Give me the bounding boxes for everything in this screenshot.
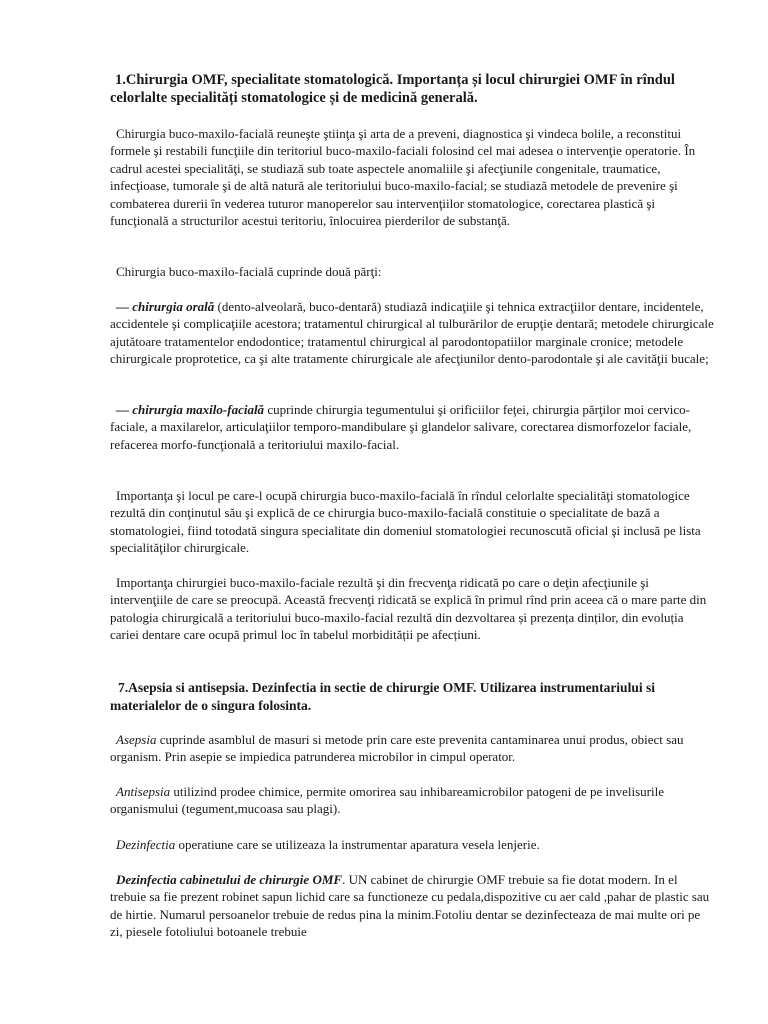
paragraph-antisepsia	[110, 783, 714, 818]
paragraph-dezinfectia	[110, 836, 540, 853]
paragraph-two-parts: Chirurgia buco-maxilo-facială cuprinde două părţi:	[116, 264, 382, 279]
paragraph-maxillofacial-surgery	[110, 401, 714, 453]
asepsia-text: cuprinde asamblul de masuri si metode prin care este prevenita cantaminarea unui produs, obiect sau organism. Prin asepie se impiedica patrunderea microbilor in cimpul operator.	[110, 732, 684, 765]
antisepsia-text: utilizind prodee chimice, permite omorirea sau inhibareamicrobilor patogeni de pe invelisurile organismului (tegument,mucoasa sau plagi).	[110, 784, 665, 817]
dash-marker: —	[116, 299, 129, 314]
oral-surgery-text: (dento-alveolară, buco-dentară) studiază indicaţiile şi tehnica extracţiilor dentare, incidentele, accidentele şi complicaţiile acestora; tratamentul chirurgical al tulburărilor de erupţie dentară; metodele chirurgicale ajutătoare tratamentelor endodontice; tratamentul chirurgical al parodontopatiilor marginale cronice; metodele chirurgicale proprotetice, ca şi alte tratamente chirurgicale ale afecţiunilor dento-parodontale şi ale cavităţii bucale;	[110, 299, 714, 367]
maxillofacial-surgery-text: cuprinde chirurgia tegumentului şi orificiilor feţei, chirurgia părţilor moi cervico-faciale, a maxilarelor, articulaţiilor temporo-mandibulare şi glandelor salivare, corectarea dismorfozelor faciale, refacerea morfo-funcţională a teritoriului maxilo-facial.	[110, 402, 692, 452]
dezinfectia-text: operatiune care se utilizeaza la instrumentar aparatura vesela lenjerie.	[178, 837, 540, 852]
term-antisepsia: Antisepsia	[116, 784, 171, 799]
paragraph-asepsia	[110, 731, 714, 766]
paragraph-importance: Importanţa şi locul pe care-l ocupă chirurgia buco-maxilo-facială în rîndul celorlalte specialităţi stomatologice rezultă din conţinutul său şi explică de ce chirurgia buco-maxilo-facială constituie o specialitate de bază a stomatologiei, fiind totodată singura specialitate din domeniul stomatologiei recunoscută oficial şi inclusă pe lista specialităţilor chirurgicale.	[110, 488, 701, 556]
section-7-heading: 7.Asepsia si antisepsia. Dezinfectia in sectie de chirurgie OMF. Utilizarea instrumentariului si materialelor de o singura folosinta.	[110, 680, 655, 713]
dash-marker: —	[116, 402, 129, 417]
term-asepsia: Asepsia	[116, 732, 157, 747]
term-cabinet-disinfection: Dezinfectia cabinetului de chirurgie OMF	[116, 872, 343, 887]
cabinet-disinfection-text: . UN cabinet de chirurgie OMF trebuie sa fie dotat modern. In el trebuie sa fie prezent robinet sapun lichid care sa functioneze cu pedala,dispozitive cu aer cald ,pahar de plastic sau de hirtie. Numarul persoanelor trebuie de redus pina la minim.Fotoliu dentar se dezinfecteaza de mai multe ori pe zi, piesele fotoliului botoanele trebuie	[110, 872, 710, 940]
paragraph-definition: Chirurgia buco-maxilo-facială reuneşte ştiinţa şi arta de a preveni, diagnostica şi vindeca bolile, a reconstitui formele şi restabili funcţiile din teritoriul buco-maxilo-faciali folosind cel mai adesea o intervenţie operatorie. În cadrul acestei specialităţi, se studiază sub toate aspectele anomaliile şi afecţiunile congenitale, traumatice, infecţioase, tumorale şi de altă natură ale teritoriului buco-maxilo-facial; se studiază metodele de prevenire şi combaterea durerii în vederea tuturor manoperelor sau intervenţiilor stomatologice, corectarea plastică şi funcţională a structurilor acestui teritoriu, înlocuirea pierderilor de substanţă.	[110, 126, 696, 229]
term-oral-surgery: chirurgia orală	[132, 299, 215, 314]
term-maxillofacial-surgery: chirurgia maxilo-facială	[132, 402, 265, 417]
term-dezinfectia: Dezinfectia	[116, 837, 176, 852]
section-1-heading: 1.Chirurgia OMF, specialitate stomatologică. Importanța și locul chirurgiei OMF în rîndul celorlalte specialități stomatologice și de medicină generală.	[110, 72, 675, 106]
paragraph-oral-surgery	[110, 298, 714, 368]
paragraph-cabinet-disinfection	[110, 871, 714, 941]
paragraph-frequency: Importanţa chirurgiei buco-maxilo-faciale rezultă şi din frecvenţa ridicată po care o deţin afecţiunile şi intervenţiile de care se preocupă. Această frecvenţi ridicată se explică în primul rînd prin aceea că o mare parte din patologia chirurgicală a teritoriului buco-maxilo-facial rezultă din dezvoltarea și prezența dinților, din evoluția cariei dentare care ocupă primul loc în tabelul morbidității pe afecțiuni.	[110, 575, 707, 643]
